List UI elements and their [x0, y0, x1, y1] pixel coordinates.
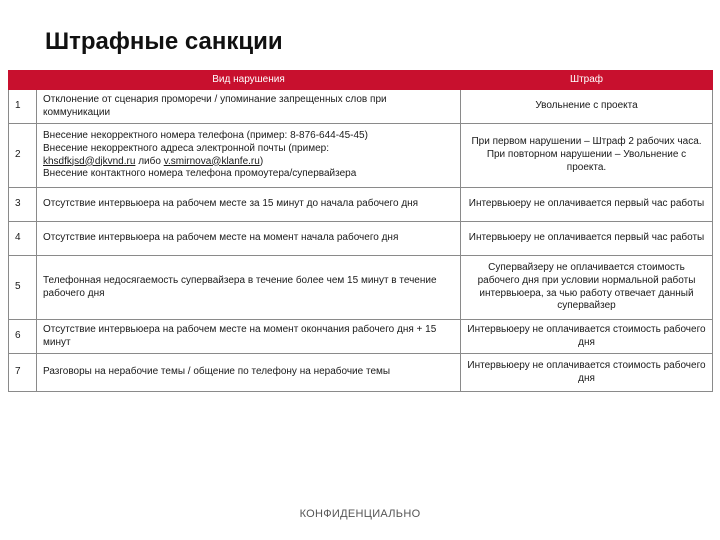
fine-cell: Увольнение с проекта [461, 90, 713, 124]
header-fine: Штраф [461, 71, 713, 90]
table-row [9, 354, 713, 392]
row-number: 2 [9, 124, 37, 188]
penalties-table [8, 70, 713, 392]
row-number: 6 [9, 320, 37, 354]
table-row [9, 256, 713, 320]
row-number: 5 [9, 256, 37, 320]
table-row [9, 188, 713, 222]
violation-cell: Отклонение от сценария проморечи / упоминание запрещенных слов при коммуникации [37, 90, 461, 124]
table-row [9, 90, 713, 124]
violation-cell: Телефонная недосягаемость супервайзера в течение более чем 15 минут в течение рабочего дня [37, 256, 461, 320]
email-close: ) [259, 155, 264, 167]
header-number [9, 71, 37, 90]
violation-line: Внесение некорректного номера телефона (пример: 8-876-644-45-45) [43, 129, 368, 141]
confidential-footer: КОНФИДЕНЦИАЛЬНО [299, 508, 421, 520]
email-link[interactable]: khsdfkjsd@djkvnd.ru [43, 155, 136, 167]
row-number: 4 [9, 222, 37, 256]
violation-cell: Отсутствие интервьюера на рабочем месте за 15 минут до начала рабочего дня [37, 188, 461, 222]
violation-cell: Разговоры на нерабочие темы / общение по телефону на нерабочие темы [37, 354, 461, 392]
table-row [9, 222, 713, 256]
violation-line-emails [43, 156, 454, 169]
table-row [9, 124, 713, 188]
fine-cell: При первом нарушении – Штраф 2 рабочих часа. При повторном нарушении – Увольнение с проекта. [461, 124, 713, 188]
row-number: 1 [9, 90, 37, 124]
violation-line: Внесение контактного номера телефона промоутера/супервайзера [43, 168, 357, 180]
email-link[interactable]: v.smirnova@klanfe.ru [163, 155, 260, 167]
fine-cell: Супервайзеру не оплачивается стоимость рабочего дня при условии нормальной работы интервьюера, за чью работу отвечает данный супервайзер [461, 256, 713, 320]
fine-cell: Интервьюеру не оплачивается стоимость рабочего дня [461, 320, 713, 354]
header-violation: Вид нарушения [37, 71, 461, 90]
violation-line: Внесение некорректного адреса электронной почты (пример: [43, 142, 329, 154]
email-separator: либо [135, 155, 164, 167]
table-row [9, 320, 713, 354]
violation-cell: Отсутствие интервьюера на рабочем месте на момент окончания рабочего дня + 15 минут [37, 320, 461, 354]
table-header-row [9, 71, 713, 90]
page-title: Штрафные санкции [45, 28, 283, 55]
row-number: 7 [9, 354, 37, 392]
fine-cell: Интервьюеру не оплачивается первый час работы [461, 188, 713, 222]
fine-cell: Интервьюеру не оплачивается стоимость рабочего дня [461, 354, 713, 392]
row-number: 3 [9, 188, 37, 222]
violation-cell [37, 124, 461, 188]
fine-cell: Интервьюеру не оплачивается первый час работы [461, 222, 713, 256]
violation-cell: Отсутствие интервьюера на рабочем месте на момент начала рабочего дня [37, 222, 461, 256]
